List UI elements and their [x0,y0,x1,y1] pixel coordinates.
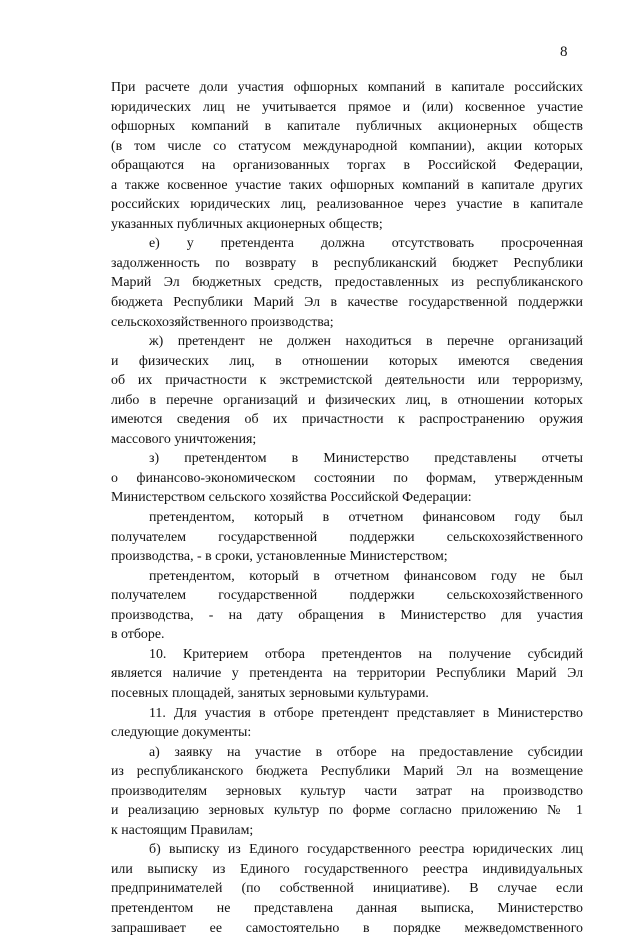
text-line: претендентом не представлена данная выписка, Министерство [111,900,583,916]
text-line: з) претендентом в Министерство представлены отчеты [149,451,583,467]
text-line: юридических лиц не учитывается прямое и (или) косвенное участие [111,99,583,115]
text-line: в отборе. [111,627,165,643]
text-line: из республиканского бюджета Республики Марий Эл на возмещение [111,764,583,780]
text-line: б) выписку из Единого государственного реестра юридических лиц [149,842,583,858]
text-line: Министерством сельского хозяйства Российской Федерации: [111,490,472,506]
text-line: офшорных компаний в капитале публичных акционерных обществ [111,119,583,135]
text-line: к настоящим Правилам; [111,822,254,838]
text-line: производства, - на дату обращения в Министерство для участия [111,607,583,623]
text-line: получателем государственной поддержки сельскохозяйственного [111,529,583,545]
text-line: сельскохозяйственного производства; [111,314,334,330]
page-number: 8 [560,44,568,60]
text-line: предпринимателей (по собственной инициативе). В случае если [111,881,583,897]
text-line: следующие документы: [111,725,252,741]
text-line: Марий Эл бюджетных средств, предоставленных из республиканского [111,275,583,291]
text-line: является наличие у претендента на территории Республики Марий Эл [111,666,583,682]
text-line: о финансово-экономическом состоянии по формам, утвержденным [111,470,583,486]
text-line: указанных публичных акционерных обществ; [111,216,383,232]
text-line: задолженность по возврату в республиканский бюджет Республики [111,255,583,271]
text-line: 11. Для участия в отборе претендент представляет в Министерство [149,705,583,721]
text-line: претендентом, который в отчетном финансовом году был [149,510,583,526]
text-line: либо в перечне организаций и физических лиц, в отношении которых [111,392,583,408]
text-line: а) заявку на участие в отборе на предоставление субсидии [149,744,583,760]
text-line: и реализацию зерновых культур по форме согласно приложению № 1 [111,803,583,819]
text-line: а также косвенное участие таких офшорных компаний в капитале других [111,177,583,193]
text-line: запрашивает ее самостоятельно в порядке межведомственного [111,920,583,936]
document-body [111,78,583,938]
text-line: бюджета Республики Марий Эл в качестве государственной поддержки [111,295,583,311]
text-line: имеются сведения об их причастности к распространению оружия [111,412,583,428]
text-line: посевных площадей, занятых зерновыми культурами. [111,685,429,701]
text-line: производства, - в сроки, установленные Министерством; [111,549,448,565]
text-line: претендентом, который в отчетном финансовом году не был [149,568,583,584]
text-line: При расчете доли участия офшорных компаний в капитале российских [111,80,583,95]
text-line: российских юридических лиц, реализованное через участие в капитале [111,197,583,213]
text-line: (в том числе со статусом международной компании), акции которых [111,138,583,154]
text-line: массового уничтожения; [111,431,257,447]
text-line: об их причастности к экстремистской деятельности или терроризму, [111,373,583,389]
text-line: 10. Критерием отбора претендентов на получение субсидий [149,646,583,662]
text-line: производителям зерновых культур части затрат на производство [111,783,583,799]
text-line: ж) претендент не должен находиться в перечне организаций [149,334,583,350]
text-line: получателем государственной поддержки сельскохозяйственного [111,588,583,604]
text-line: е) у претендента должна отсутствовать просроченная [149,236,583,252]
text-line: и физических лиц, в отношении которых имеются сведения [111,353,583,369]
text-line: или выписку из Единого государственного реестра индивидуальных [111,861,583,877]
text-line: обращаются на организованных торгах в Российской Федерации, [111,158,583,174]
